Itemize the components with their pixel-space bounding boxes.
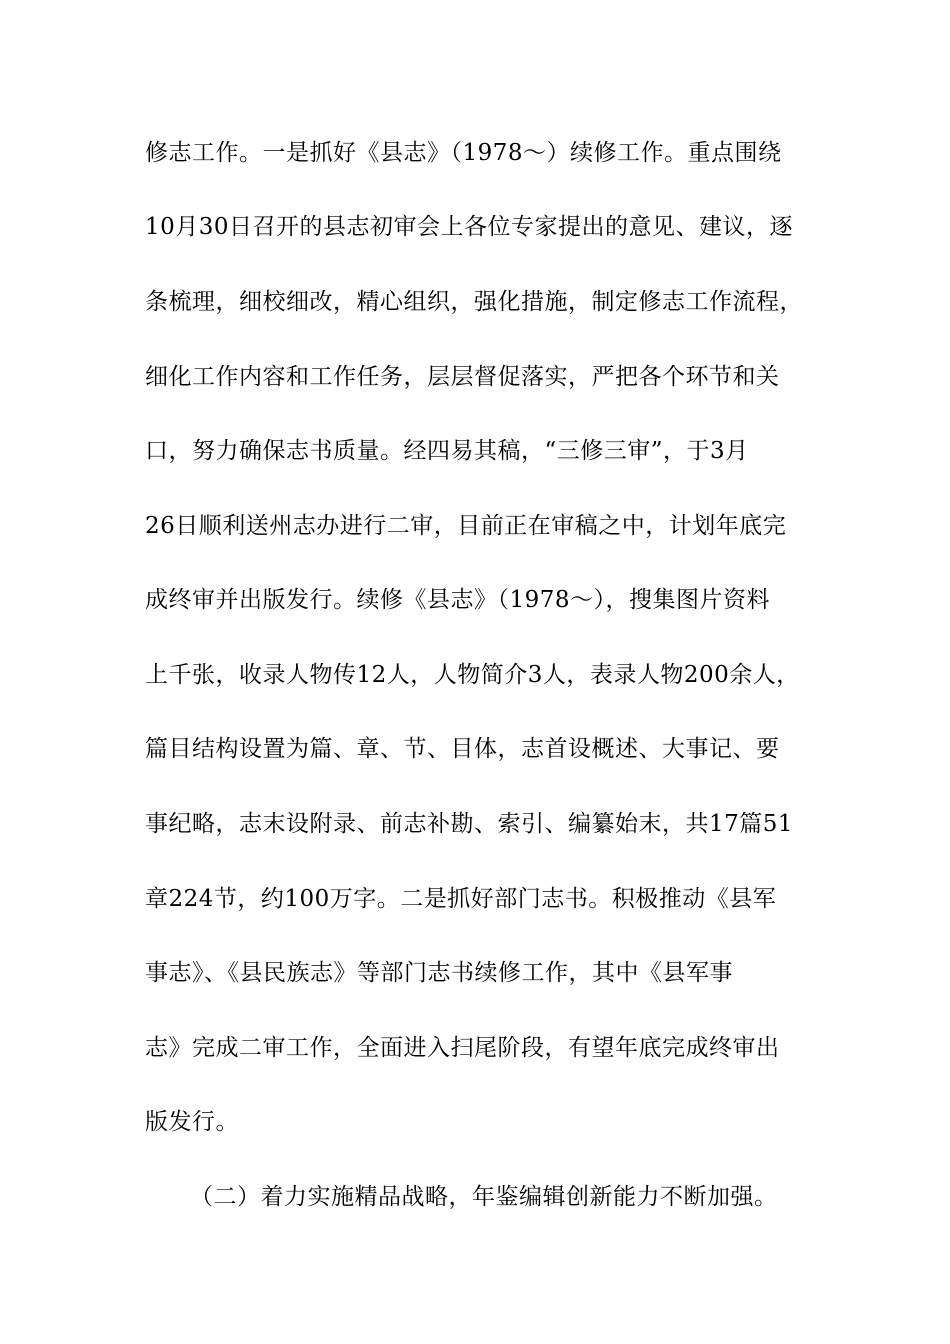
body-text-line-13: 志》完成二审工作，全面进入扫尾阶段，有望年底完成终审出 <box>145 1035 780 1061</box>
body-text-line-9: 篇目结构设置为篇、章、节、目体，志首设概述、大事记、要 <box>145 736 780 762</box>
body-text-line-4: 细化工作内容和工作任务，层层督促落实，严把各个环节和关 <box>145 364 780 390</box>
section-heading: （二）着力实施精品战略，年鉴编辑创新能力不断加强。 <box>190 1184 778 1210</box>
body-text-line-10: 事纪略，志末设附录、前志补勘、索引、编纂始末，共17篇51 <box>145 811 794 837</box>
body-text-line-14: 版发行。 <box>145 1109 239 1135</box>
body-text-line-6: 26日顺利送州志办进行二审，目前正在审稿之中，计划年底完 <box>145 513 787 539</box>
body-text-line-7: 成终审并出版发行。续修《县志》（1978～），搜集图片资料 <box>145 587 771 613</box>
body-text-line-5: 口，努力确保志书质量。经四易其稿，“三修三审”，于3月 <box>145 438 749 464</box>
body-text-line-2: 10月30日召开的县志初审会上各位专家提出的意见、建议，逐 <box>145 214 794 240</box>
body-text-line-11: 章224节，约100万字。二是抓好部门志书。积极推动《县军 <box>145 886 777 912</box>
body-text-line-1: 修志工作。一是抓好《县志》（1978～）续修工作。重点围绕 <box>145 140 782 166</box>
body-text-line-12: 事志》、《县民族志》等部门志书续修工作，其中《县军事 <box>145 960 733 986</box>
body-text-line-8: 上千张，收录人物传12人，人物简介3人，表录人物200余人， <box>145 662 800 688</box>
body-text-line-3: 条梳理，细校细改，精心组织，强化措施，制定修志工作流程， <box>145 289 803 315</box>
